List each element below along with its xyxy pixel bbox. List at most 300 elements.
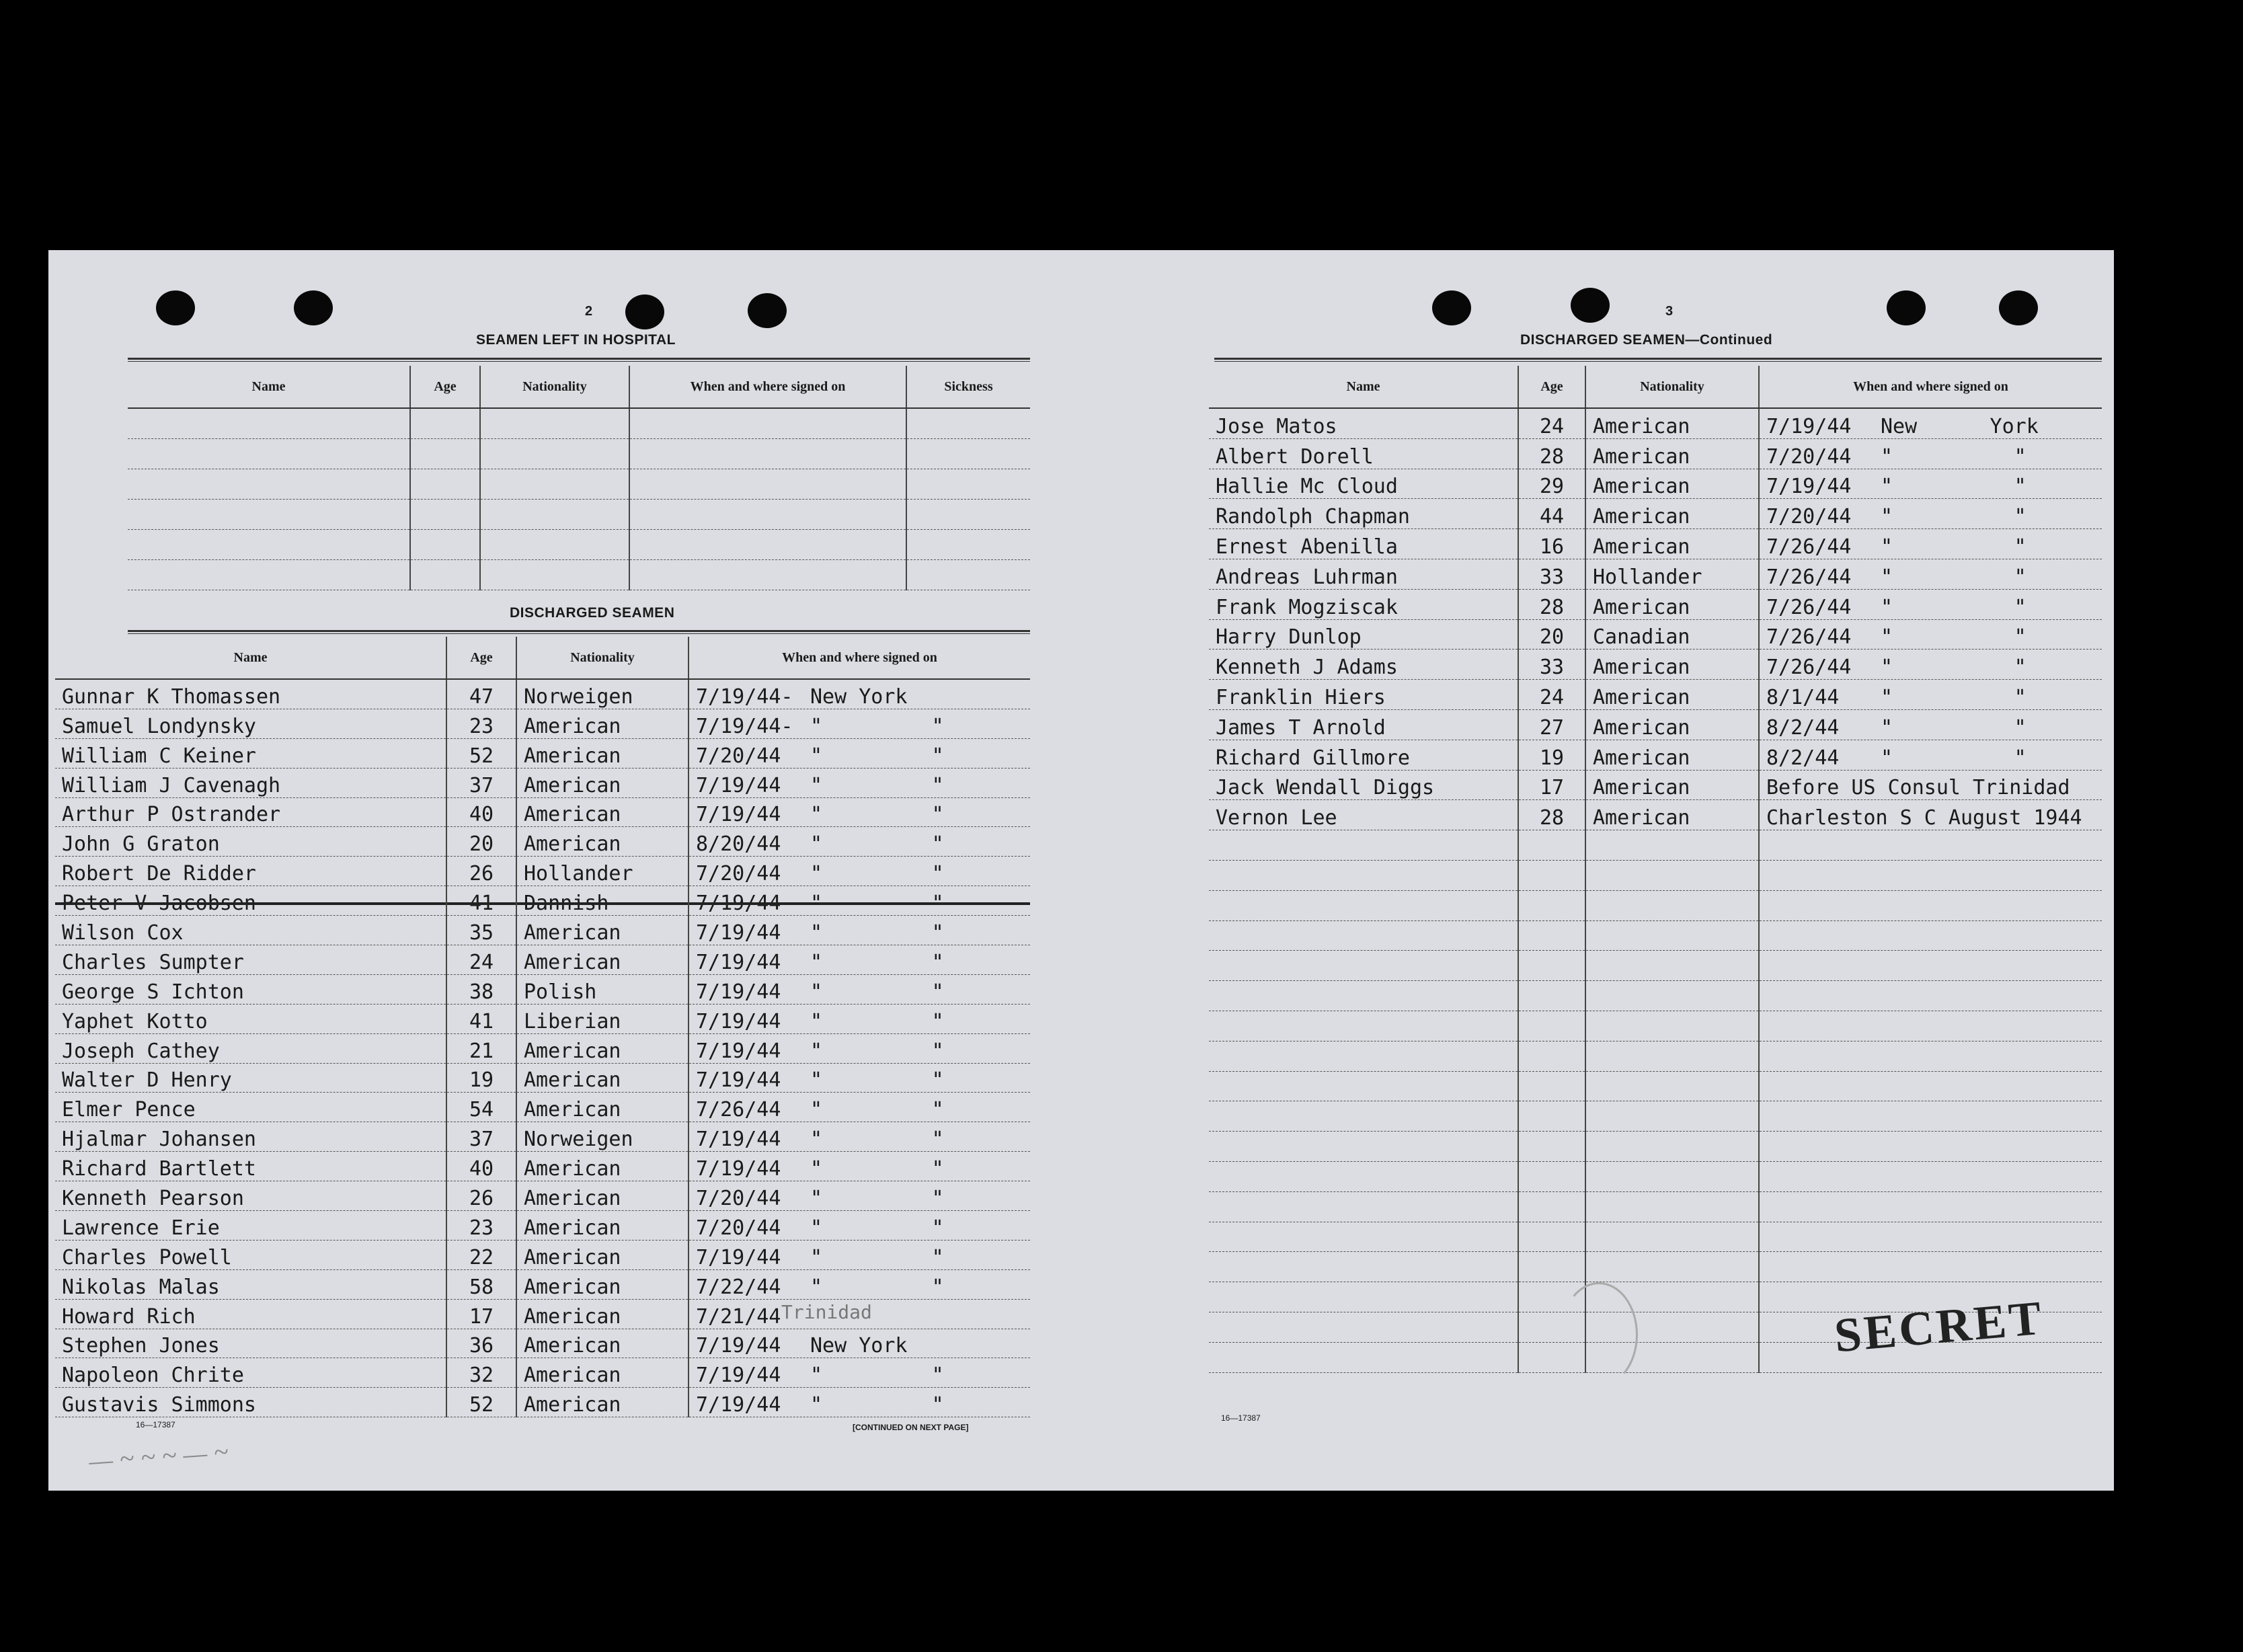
seaman-name: Charles Powell [55, 1240, 446, 1269]
empty-cell [1518, 920, 1585, 951]
seaman-nationality: Canadian [1585, 619, 1759, 650]
seaman-age: 24 [1518, 680, 1585, 710]
page-number: 3 [1665, 304, 1674, 319]
signed-on-cell [688, 709, 1030, 738]
empty-cell [1759, 1252, 2102, 1282]
empty-cell [1209, 1252, 1518, 1282]
table-row [1209, 1071, 2102, 1101]
empty-cell [1518, 981, 1585, 1011]
hospital-title: SEAMEN LEFT IN HOSPITAL [476, 332, 676, 348]
seaman-age: 58 [446, 1269, 516, 1299]
seaman-age: 52 [446, 1388, 516, 1417]
seaman-age: 22 [446, 1240, 516, 1269]
form-number: 16—17387 [1221, 1413, 1261, 1423]
signed-on-date: 7/26/44 [1766, 535, 1852, 559]
empty-cell [1518, 1222, 1585, 1252]
signed-on-date: 7/19/44 [1766, 475, 1852, 499]
col-header-age: Age [1518, 366, 1585, 408]
seaman-name: Vernon Lee [1209, 800, 1518, 830]
signed-on-cell [1759, 800, 2102, 830]
seaman-nationality: American [516, 797, 688, 827]
signed-on-place: " " [1881, 444, 2026, 469]
seaman-name: Yaphet Kotto [55, 1004, 446, 1033]
empty-cell [410, 560, 480, 590]
empty-cell [629, 500, 906, 530]
seaman-name: Wilson Cox [55, 916, 446, 945]
empty-cell [1759, 951, 2102, 981]
signed-on-place: " " [810, 1009, 944, 1033]
empty-cell [1518, 1191, 1585, 1222]
col-header-name: Name [128, 366, 410, 408]
table-row [1209, 800, 2102, 830]
signed-on-cell [688, 857, 1030, 886]
empty-cell [480, 500, 629, 530]
empty-cell [1585, 1222, 1759, 1252]
seaman-name: Joseph Cathey [55, 1033, 446, 1063]
empty-cell [410, 408, 480, 439]
signed-on-place: " " [810, 1275, 944, 1299]
seaman-nationality: Norweigen [516, 1122, 688, 1152]
table-row [55, 1093, 1030, 1122]
seaman-age: 24 [446, 945, 516, 975]
seaman-nationality: American [516, 916, 688, 945]
empty-cell [1209, 920, 1518, 951]
signed-on-place: " " [810, 950, 944, 974]
table-row [55, 1388, 1030, 1417]
table-row [128, 469, 1030, 500]
signed-on-place: " " [810, 862, 944, 886]
table-row [1209, 709, 2102, 740]
signed-on-cell [1759, 680, 2102, 710]
signed-on-date: 7/19/44 [696, 1068, 781, 1093]
faint-postmark [1560, 1282, 1638, 1387]
table-row [55, 1004, 1030, 1033]
empty-cell [1209, 1071, 1518, 1101]
seaman-name: Lawrence Erie [55, 1211, 446, 1241]
signed-on-cell [1759, 650, 2102, 680]
binder-hole [625, 294, 664, 329]
empty-cell [1585, 1191, 1759, 1222]
signed-on-place: " " [810, 773, 944, 797]
table-row [1209, 890, 2102, 920]
seaman-age: 20 [1518, 619, 1585, 650]
signed-on-place: " " [810, 1068, 944, 1093]
empty-cell [1759, 1041, 2102, 1071]
signed-on-date: 7/19/44- [696, 714, 793, 738]
empty-cell [1759, 1161, 2102, 1191]
signed-on-date: 7/19/44 [696, 1334, 781, 1358]
seaman-name: Richard Gillmore [1209, 740, 1518, 770]
empty-cell [480, 439, 629, 469]
table-row [1209, 1132, 2102, 1162]
seaman-nationality: American [1585, 438, 1759, 469]
binder-hole [1887, 290, 1926, 325]
signed-on-date: 7/19/44 [1766, 414, 1852, 438]
seaman-name: Kenneth J Adams [1209, 650, 1518, 680]
col-header-age: Age [446, 637, 516, 679]
signed-on-date: 7/26/44 [1766, 595, 1852, 619]
table-row [55, 1033, 1030, 1063]
empty-cell [1518, 1011, 1585, 1041]
empty-cell [906, 469, 1030, 500]
signed-on-cell [1759, 499, 2102, 529]
col-header-age: Age [410, 366, 480, 408]
table-row [55, 738, 1030, 768]
signed-on-cell [688, 1181, 1030, 1211]
empty-cell [1209, 1132, 1518, 1162]
signed-on-cell [688, 916, 1030, 945]
signed-on-place: " " [1881, 475, 2026, 499]
table-row [1209, 529, 2102, 559]
seaman-age: 28 [1518, 800, 1585, 830]
signed-on-date: 7/19/44 [696, 921, 781, 945]
seaman-age: 23 [446, 709, 516, 738]
table-row [1209, 1041, 2102, 1071]
seaman-nationality: American [516, 738, 688, 768]
signed-on-date: 7/19/44 [696, 1039, 781, 1063]
secret-stamp: SECRET [1832, 1290, 2046, 1363]
signed-on-place: " " [1881, 685, 2026, 709]
seaman-age: 47 [446, 679, 516, 709]
empty-cell [1209, 1342, 1518, 1372]
discharged-continued-table [1209, 366, 2102, 1373]
signed-on-date: 8/1/44 [1766, 685, 1840, 709]
signed-on-place: " " [810, 892, 944, 916]
form-number: 16—17387 [136, 1420, 175, 1429]
hospital-table [128, 366, 1030, 590]
signed-on-place: " " [1881, 625, 2026, 650]
signed-on-date: 7/22/44 [696, 1275, 781, 1299]
table-row [55, 857, 1030, 886]
empty-cell [1585, 860, 1759, 890]
table-row [1209, 740, 2102, 770]
col-header-name: Name [1209, 366, 1518, 408]
seaman-nationality: Hollander [516, 857, 688, 886]
signed-on-date: 7/19/44 [696, 1009, 781, 1033]
seaman-nationality: American [1585, 650, 1759, 680]
table-row [1209, 1011, 2102, 1041]
seaman-name: Frank Mogziscak [1209, 589, 1518, 619]
empty-cell [1585, 1161, 1759, 1191]
seaman-nationality: Norweigen [516, 679, 688, 709]
empty-cell [906, 530, 1030, 560]
signed-on-place: " " [810, 744, 944, 768]
discharged-table [55, 637, 1030, 1417]
table-row [1209, 860, 2102, 890]
empty-cell [1759, 1071, 2102, 1101]
signed-on-cell [1759, 438, 2102, 469]
double-rule [1214, 358, 2102, 362]
seaman-nationality: American [516, 1240, 688, 1269]
col-header-nationality: Nationality [516, 637, 688, 679]
table-row [128, 530, 1030, 560]
empty-cell [480, 530, 629, 560]
seaman-nationality: American [516, 827, 688, 857]
table-row [128, 408, 1030, 439]
table-row [55, 827, 1030, 857]
seaman-nationality: American [516, 1211, 688, 1241]
seaman-name: Jack Wendall Diggs [1209, 770, 1518, 800]
signed-on-date: 8/2/44 [1766, 715, 1840, 740]
signed-on-cell [688, 1063, 1030, 1093]
empty-cell [1585, 1132, 1759, 1162]
signed-on-place: New York [810, 684, 908, 709]
empty-cell [1759, 860, 2102, 890]
signed-on-cell [1759, 408, 2102, 438]
table-row [55, 1181, 1030, 1211]
signed-on-place: " " [810, 1393, 944, 1417]
signed-on-place: " " [1881, 715, 2026, 740]
strike-through-line [55, 902, 446, 905]
seaman-nationality: American [516, 1358, 688, 1388]
table-row [1209, 619, 2102, 650]
col-header-signed-on: When and where signed on [629, 366, 906, 408]
seaman-nationality: Dannish [516, 886, 688, 916]
col-header-nationality: Nationality [1585, 366, 1759, 408]
seaman-age: 41 [446, 1004, 516, 1033]
empty-cell [1759, 1222, 2102, 1252]
signed-on-cell [688, 1211, 1030, 1241]
table-row [1209, 650, 2102, 680]
seaman-name: Nikolas Malas [55, 1269, 446, 1299]
seaman-nationality: American [1585, 529, 1759, 559]
empty-cell [1518, 1071, 1585, 1101]
signed-on-cell [688, 768, 1030, 797]
seaman-nationality: American [516, 1388, 688, 1417]
seaman-name: Albert Dorell [1209, 438, 1518, 469]
discharged-title: DISCHARGED SEAMEN [510, 605, 675, 621]
signed-on-place: " " [810, 803, 944, 827]
signed-on-cell [688, 945, 1030, 975]
seaman-nationality: Polish [516, 974, 688, 1004]
seaman-age: 44 [1518, 499, 1585, 529]
seaman-name: Jose Matos [1209, 408, 1518, 438]
signed-on-date: 7/26/44 [1766, 656, 1852, 680]
seaman-name: Arthur P Ostrander [55, 797, 446, 827]
seaman-nationality: American [516, 1299, 688, 1329]
empty-cell [1518, 860, 1585, 890]
empty-cell [480, 560, 629, 590]
table-row [1209, 981, 2102, 1011]
signed-on-place: " " [810, 1364, 944, 1388]
seaman-nationality: American [1585, 740, 1759, 770]
empty-cell [629, 469, 906, 500]
table-row [1209, 469, 2102, 499]
double-rule [128, 630, 1030, 634]
seaman-age: 52 [446, 738, 516, 768]
seaman-age: 23 [446, 1211, 516, 1241]
faint-scribble: — ~ ~ ~ — ~ [87, 1435, 230, 1477]
signed-on-date: 7/21/44 [696, 1304, 781, 1329]
binder-hole [156, 290, 195, 325]
empty-cell [1209, 1282, 1518, 1312]
seaman-name: George S Ichton [55, 974, 446, 1004]
signed-on-date: 7/19/44 [696, 773, 781, 797]
col-header-nationality: Nationality [480, 366, 629, 408]
seaman-age: 26 [446, 857, 516, 886]
seaman-name: Ernest Abenilla [1209, 529, 1518, 559]
signed-on-cell [688, 679, 1030, 709]
signed-on-place: New York [810, 1334, 908, 1358]
empty-cell [1759, 1132, 2102, 1162]
empty-cell [1518, 951, 1585, 981]
table-row [1209, 589, 2102, 619]
empty-cell [1759, 1101, 2102, 1132]
empty-cell [1585, 1101, 1759, 1132]
col-header-sickness: Sickness [906, 366, 1030, 408]
signed-on-cell [688, 1358, 1030, 1388]
binder-hole [748, 293, 787, 328]
signed-on-cell [688, 1093, 1030, 1122]
seaman-age: 17 [1518, 770, 1585, 800]
empty-cell [128, 500, 410, 530]
empty-cell [1759, 890, 2102, 920]
table-row [55, 679, 1030, 709]
seaman-nationality: American [516, 1152, 688, 1181]
seaman-name: Hjalmar Johansen [55, 1122, 446, 1152]
empty-cell [1585, 830, 1759, 861]
empty-cell [1759, 920, 2102, 951]
seaman-age: 40 [446, 797, 516, 827]
col-header-signed-on: When and where signed on [1759, 366, 2102, 408]
seaman-nationality: American [516, 709, 688, 738]
signed-on-cell [688, 1122, 1030, 1152]
signed-on-date: 7/19/44 [696, 1393, 781, 1417]
seaman-nationality: American [1585, 469, 1759, 499]
table-row [1209, 830, 2102, 861]
empty-cell [1209, 1191, 1518, 1222]
seaman-nationality: American [516, 1329, 688, 1358]
empty-cell [480, 408, 629, 439]
table-row [1209, 951, 2102, 981]
seaman-name: Stephen Jones [55, 1329, 446, 1358]
seaman-age: 19 [1518, 740, 1585, 770]
signed-on-cell [1759, 529, 2102, 559]
table-row [55, 797, 1030, 827]
seaman-age: 27 [1518, 709, 1585, 740]
double-rule [128, 358, 1030, 362]
signed-on-date: 7/26/44 [1766, 625, 1852, 650]
empty-cell [629, 408, 906, 439]
signed-on-place: " " [810, 1157, 944, 1181]
signed-on-cell [688, 827, 1030, 857]
table-row [55, 886, 1030, 916]
strike-through-line [447, 902, 516, 905]
seaman-nationality: American [1585, 408, 1759, 438]
page-number: 2 [585, 304, 593, 319]
signed-on-place: " " [1881, 565, 2026, 589]
table-row [55, 916, 1030, 945]
seaman-nationality: American [1585, 589, 1759, 619]
seaman-nationality: American [1585, 709, 1759, 740]
strike-through-line [517, 902, 688, 905]
seaman-age: 40 [446, 1152, 516, 1181]
signed-on-place: " " [1881, 535, 2026, 559]
seaman-name: Harry Dunlop [1209, 619, 1518, 650]
table-row [128, 500, 1030, 530]
empty-cell [128, 530, 410, 560]
empty-cell [1585, 920, 1759, 951]
seaman-nationality: American [516, 768, 688, 797]
seaman-name: Hallie Mc Cloud [1209, 469, 1518, 499]
table-row [128, 560, 1030, 590]
seaman-name: Franklin Hiers [1209, 680, 1518, 710]
table-row [55, 1269, 1030, 1299]
seaman-age: 33 [1518, 559, 1585, 589]
empty-cell [906, 408, 1030, 439]
table-row [55, 1152, 1030, 1181]
seaman-age: 26 [446, 1181, 516, 1211]
empty-cell [128, 560, 410, 590]
table-row [55, 1122, 1030, 1152]
empty-cell [906, 560, 1030, 590]
signed-on-place: " " [1881, 505, 2026, 529]
table-row [1209, 408, 2102, 438]
empty-cell [128, 469, 410, 500]
seaman-name: Napoleon Chrite [55, 1358, 446, 1388]
seaman-age: 35 [446, 916, 516, 945]
signed-on-date: 7/19/44 [696, 892, 781, 916]
seaman-nationality: Hollander [1585, 559, 1759, 589]
col-header-name: Name [55, 637, 446, 679]
signed-on-cell [688, 738, 1030, 768]
empty-cell [1209, 860, 1518, 890]
seaman-age: 33 [1518, 650, 1585, 680]
signed-on-place: " " [810, 1039, 944, 1063]
empty-cell [410, 469, 480, 500]
table-row [55, 1240, 1030, 1269]
signed-on-date: 7/19/44 [696, 1157, 781, 1181]
signed-on-date: 7/19/44 [696, 1364, 781, 1388]
continued-note: [CONTINUED ON NEXT PAGE] [853, 1423, 969, 1432]
empty-cell [906, 500, 1030, 530]
empty-cell [629, 439, 906, 469]
signed-on-place: " " [810, 1128, 944, 1152]
empty-cell [906, 439, 1030, 469]
seaman-nationality: American [516, 1269, 688, 1299]
seaman-name: James T Arnold [1209, 709, 1518, 740]
seaman-age: 20 [446, 827, 516, 857]
signed-on-cell [688, 1004, 1030, 1033]
signed-on-place: New York [1881, 414, 2039, 438]
empty-cell [1209, 951, 1518, 981]
signed-on-date: Charleston S C August 1944 [1766, 806, 2082, 830]
empty-cell [1209, 1011, 1518, 1041]
empty-cell [1585, 1252, 1759, 1282]
seaman-age: 28 [1518, 438, 1585, 469]
signed-on-cell [688, 1388, 1030, 1417]
seaman-name: Charles Sumpter [55, 945, 446, 975]
table-row [55, 945, 1030, 975]
signed-on-date: Before US Consul Trinidad [1766, 776, 2070, 800]
seaman-age: 21 [446, 1033, 516, 1063]
signed-on-cell [688, 1033, 1030, 1063]
col-header-signed-on: When and where signed on [688, 637, 1030, 679]
binder-hole [1571, 288, 1610, 323]
seaman-age: 24 [1518, 408, 1585, 438]
seaman-age: 36 [446, 1329, 516, 1358]
table-row [128, 439, 1030, 469]
left-page [48, 250, 1081, 1491]
signed-on-place: " " [810, 921, 944, 945]
strike-through-line [689, 902, 1030, 905]
signed-on-cell [1759, 559, 2102, 589]
table-row [1209, 438, 2102, 469]
signed-on-cell [688, 1269, 1030, 1299]
binder-hole [1999, 290, 2038, 325]
seaman-age: 17 [446, 1299, 516, 1329]
table-row [1209, 499, 2102, 529]
